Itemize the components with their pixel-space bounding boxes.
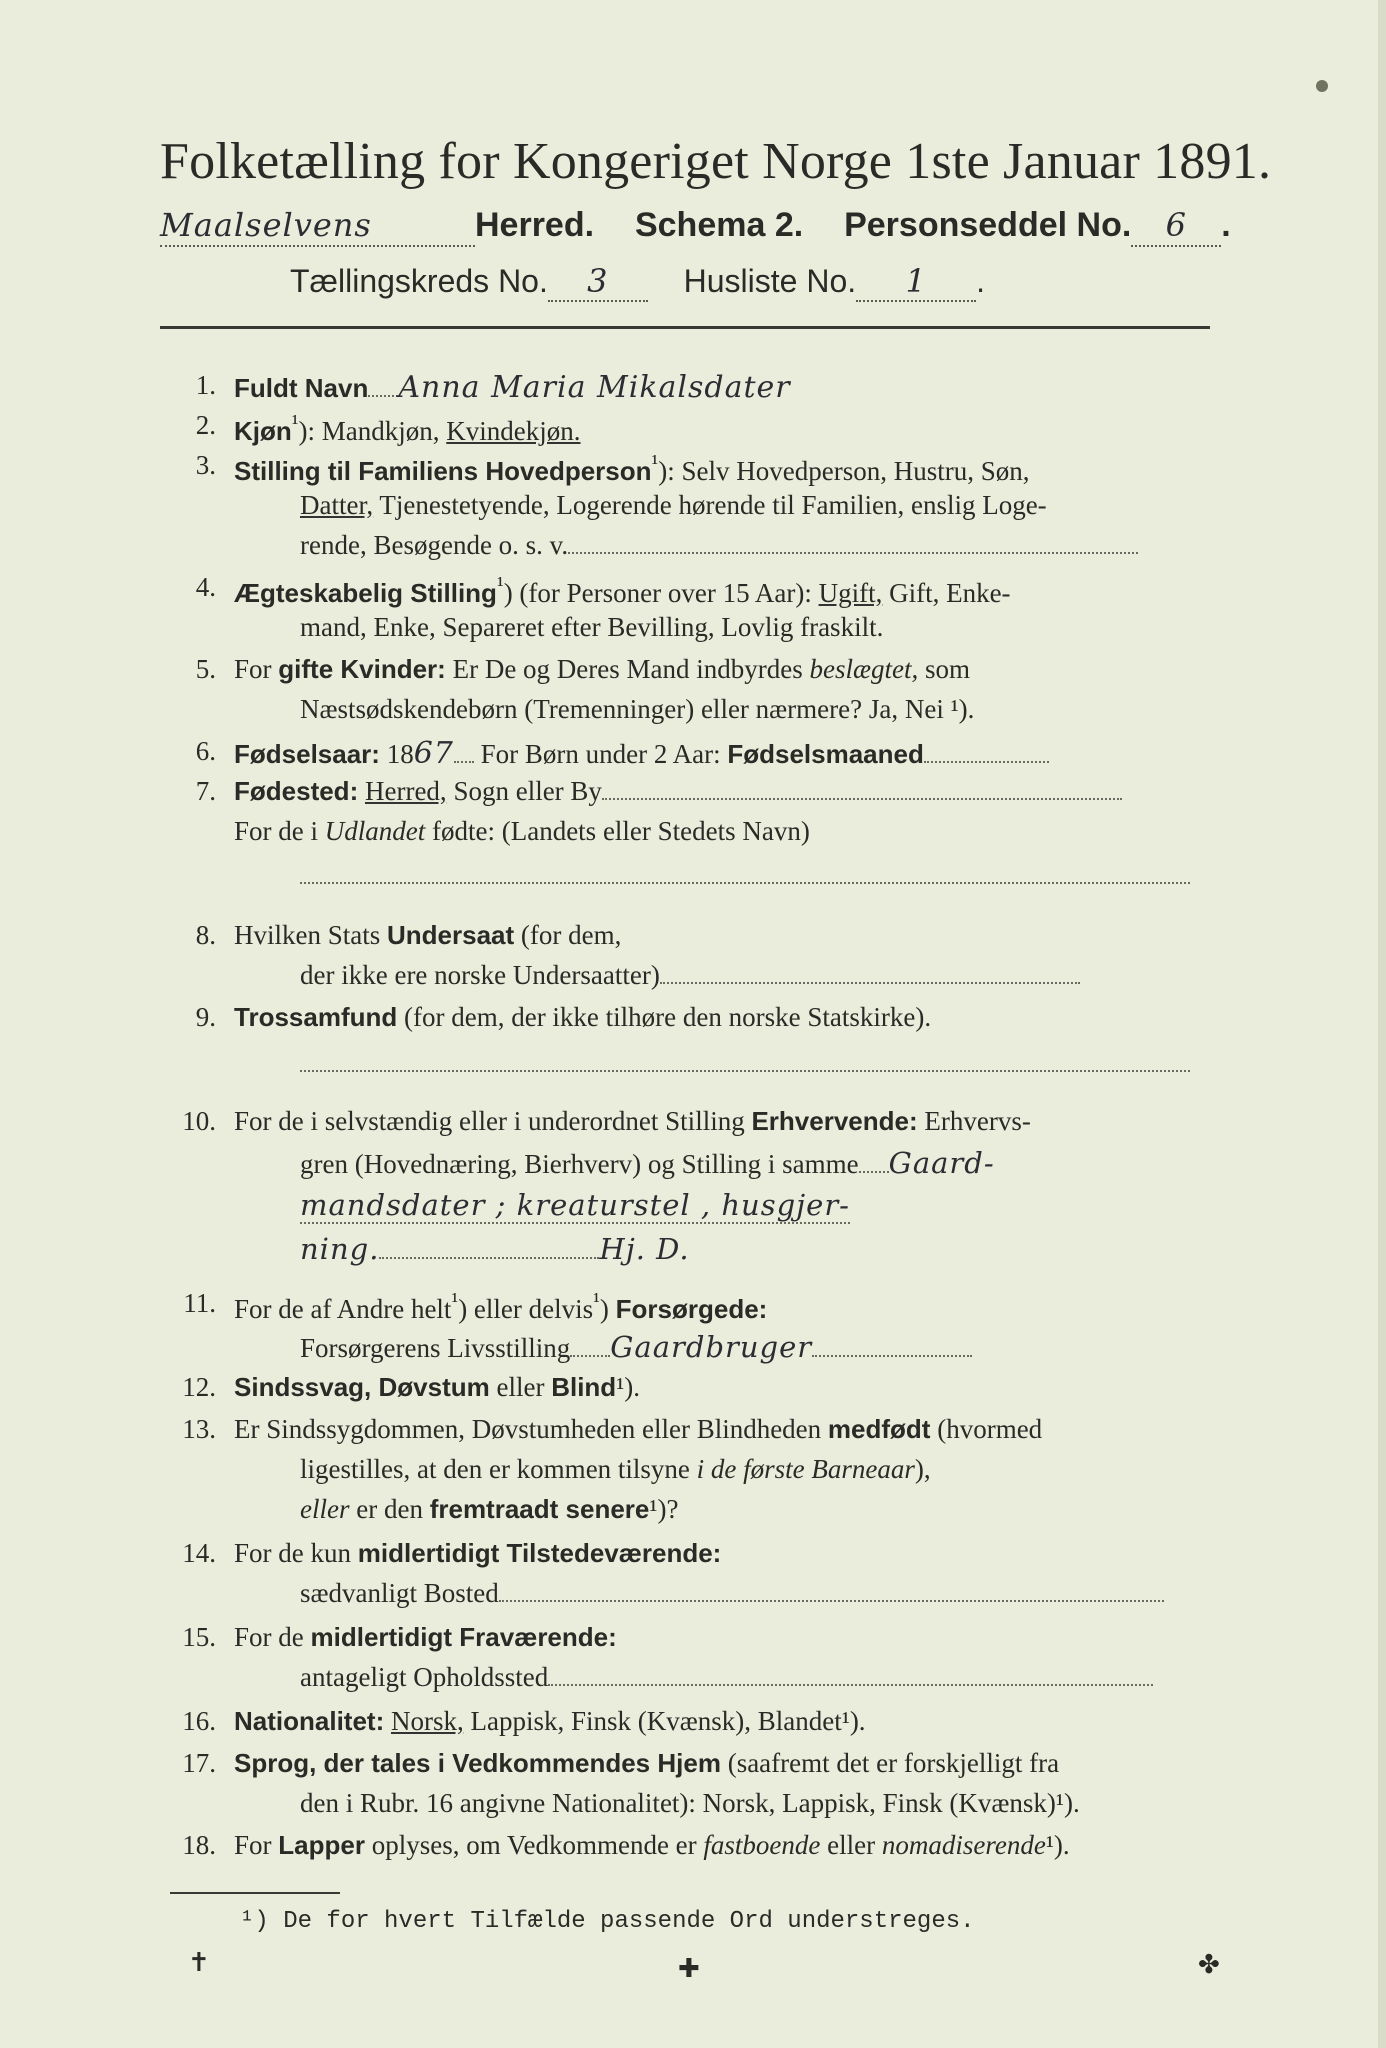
pinhole-mark <box>1316 80 1328 92</box>
selected-option: Datter, <box>300 490 374 520</box>
item-label: Trossamfund <box>234 1002 398 1032</box>
item-label: Sindssvag, Døvstum <box>234 1372 490 1402</box>
registration-mark-icon: ✝ <box>188 1948 210 1978</box>
occupation-value-1: Gaard- <box>888 1146 995 1180</box>
selected-option: Ugift, <box>818 578 883 608</box>
provider-occupation-value: Gaardbruger <box>610 1330 813 1364</box>
item-label: Nationalitet: <box>234 1706 385 1736</box>
husliste-label: Husliste No. <box>683 263 857 299</box>
item-number: 4. <box>195 572 216 602</box>
full-name-value: Anna Maria Mikalsdater <box>398 370 791 405</box>
form-subheader-line: Tællingskreds No. 3 Husliste No. 1 . <box>290 262 986 300</box>
selected-option: Norsk, <box>390 1706 464 1736</box>
item-label: Kjøn <box>234 416 292 446</box>
occupation-value-3: ning. <box>300 1232 380 1266</box>
item-label: Fuldt Navn <box>234 373 369 403</box>
form-title: Folketælling for Kongeriget Norge 1ste Januar 1891. <box>160 133 1272 190</box>
personseddel-value: 6 <box>1165 206 1187 244</box>
husliste-field <box>856 262 976 302</box>
item-label: midlertidigt Tilstedeværende: <box>357 1538 722 1568</box>
taellingskreds-field <box>548 262 648 302</box>
municipality-field <box>160 206 475 247</box>
item-label: Ægteskabelig Stilling <box>234 578 497 608</box>
registration-mark-icon: ✤ <box>1198 1950 1220 1980</box>
item-label: Erhvervende: <box>751 1106 918 1136</box>
registration-mark-icon: ✚ <box>678 1954 700 1984</box>
husliste-value: 1 <box>905 262 927 300</box>
item-label: Fødselsaar: <box>234 739 380 769</box>
item-label: Fødested: <box>234 776 359 806</box>
schema-label: Schema 2. <box>634 206 804 244</box>
item-label: midlertidigt Fraværende: <box>310 1622 617 1652</box>
herred-label: Herred. <box>475 206 595 244</box>
taellingskreds-value: 3 <box>587 262 609 300</box>
item-label: gifte Kvinder: <box>278 654 446 684</box>
form-header-line: Maalselvens Herred. Schema 2. Personseddel No. 6 . <box>160 206 1220 262</box>
birth-year-value: 67 <box>413 736 454 771</box>
occupation-value-2: mandsdater ; kreaturstel , husgjer- <box>300 1188 850 1222</box>
item-number: 5. <box>195 654 216 684</box>
item-number: 1. <box>195 370 216 400</box>
item-number: 15. <box>182 1622 216 1652</box>
item-number: 16. <box>182 1706 216 1736</box>
item-number: 2. <box>195 410 216 440</box>
item-number: 9. <box>195 1002 216 1032</box>
item-label: Undersaat <box>387 920 515 950</box>
item-number: 10. <box>182 1106 216 1136</box>
selected-option: Kvindekjøn. <box>446 416 581 446</box>
personseddel-label: Personseddel No. <box>844 206 1132 244</box>
item-number: 14. <box>182 1538 216 1568</box>
item-label: Lapper <box>278 1830 365 1860</box>
item-number: 13. <box>182 1414 216 1444</box>
footnote-rule <box>170 1892 340 1894</box>
municipality-value: Maalselvens <box>160 206 372 244</box>
item-number: 11. <box>183 1288 216 1318</box>
header-rule <box>160 326 1210 329</box>
item-number: 8. <box>195 920 216 950</box>
taellingskreds-label: Tællingskreds No. <box>290 263 548 299</box>
item-label: Sprog, der tales i Vedkommendes Hjem <box>234 1748 721 1778</box>
item-label: medfødt <box>827 1414 931 1444</box>
item-number: 18. <box>182 1830 216 1860</box>
item-number: 12. <box>182 1372 216 1402</box>
census-form-sheet: Folketælling for Kongeriget Norge 1ste Januar 1891. Maalselvens Herred. Schema 2. Personseddel No. 6 . Tællingskreds No. 3 Husliste No. 1 . 1. Fuldt Navn Anna Maria Mikalsdater 2. Kjøn$^{^1}$): Mandkjøn, Kvindekjøn. 3. Stilling til Familiens Hovedperson$^{^1}$): Selv Hovedperson, Hustru, Søn, Datter, Tjenestetyende, Logerende hørende til Familien, enslig Loge- rende, Besøgende o. s. v. 4. Ægteskabelig Stilling$^{^1}$) (for Personer over 15 Aar): Ugift, Gift, Enke- mand, Enke, Separeret efter Bevilling, Lovlig fraskilt. 5. For gifte Kvinder: Er De og Deres Mand indbyrdes beslægtet, som Næstsødskendebørn (Tremenninger) eller nærmere? Ja, Nei ¹). 6. Fødselsaar: 1867 For Børn under 2 Aar: Fødselsmaaned 7. Fødested: Herred, Sogn eller By For de i Udlandet fødte: (Landets eller Stedets Navn) 8. Hvilken Stats Undersaat (for dem, der ikke ere norske Undersaatter) 9. Trossamfund (for dem, der ikke tilhøre den norske Statskirke). 10. For de i selvstændig eller i underordnet Stilling Erhvervende: Erhvervs- gren (Hovednæring, Bierhverv) og Stilling i samme Gaard- mandsdater ; kreaturstel , husgjer- ning. Hj. D. 11. For de af Andre helt$^{^1}$) eller delvis$^{^1}$) Forsørgede: Forsørgerens Livsstilling Gaardbruger 12. Sindssvag, Døvstum eller Blind¹). 13. Er Sindssygdommen, Døvstumheden eller Blindheden medfødt (hvormed ligestilles, at den er kommen tilsyne i de første Barneaar), eller er den fremtraadt senere¹)? 14. For de kun midlertidigt Tilstedeværende: sædvanligt Bosted 15. For de midlertidigt Fraværende: antageligt Opholdssted 16. Nationalitet: Norsk, Lappisk, Finsk (Kvænsk), Blandet¹). 17. Sprog, der tales i Vedkommendes Hjem (saafremt det er forskjelligt fra den i Rubr. 16 angivne Nationalitet): Norsk, Lappisk, Finsk (Kvænsk)¹). 18. For Lapper oplyses, om Vedkommende er fastboende eller nomadiserende¹). ¹) De for hvert Tilfælde passende Ord understreges. ✝ ✚ ✤ <box>0 0 1386 2048</box>
selected-option: Herred, <box>364 776 447 806</box>
occupation-annotation: Hj. D. <box>599 1232 690 1266</box>
item-number: 7. <box>195 776 216 806</box>
item-label: Forsørgede: <box>615 1294 768 1324</box>
footnote: ¹) De for hvert Tilfælde passende Ord understreges. <box>240 1908 975 1935</box>
item-label: Stilling til Familiens Hovedperson <box>234 456 652 486</box>
item-number: 6. <box>195 736 216 766</box>
personseddel-field <box>1131 206 1221 247</box>
item-number: 3. <box>195 450 216 480</box>
item-number: 17. <box>182 1748 216 1778</box>
